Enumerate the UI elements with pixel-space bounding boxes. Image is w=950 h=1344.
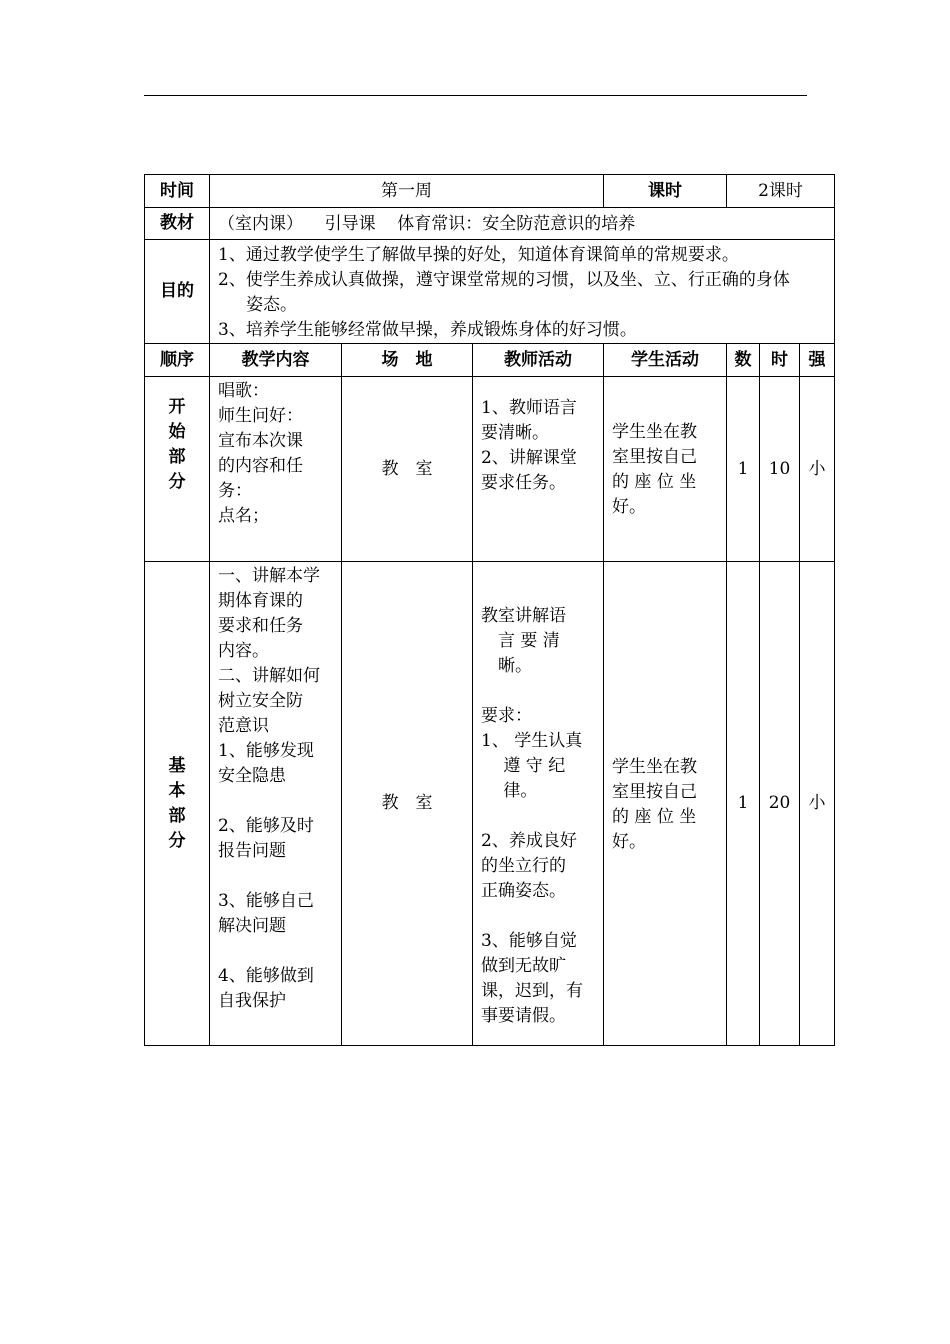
lesson-plan-table (144, 174, 835, 1046)
goal-label: 目的 (145, 240, 210, 344)
section-label-text: 开始部分 (168, 397, 186, 492)
section-label-text: 基本部分 (168, 755, 186, 851)
teacher-cell: 教室讲解语 言 要 清 晰。 要求： 1、 学生认真 遵 守 纪 律。 2、养成良好 的坐立行的 正确姿态。 3、能够自觉 做到无故旷 课，迟到，有 事要请假。 (473, 562, 604, 1046)
intensity-cell: 小 (800, 377, 835, 562)
hours-value: 2课时 (727, 175, 835, 208)
section-label (145, 562, 210, 1046)
header-rule (144, 95, 807, 96)
section-label (145, 377, 210, 562)
col-header-intensity: 强 (800, 344, 835, 377)
time-cell: 10 (760, 377, 800, 562)
goal-item: 3、培养学生能够经常做早操，养成锻炼身体的好习惯。 (218, 319, 637, 340)
time-row (145, 175, 835, 208)
student-cell: 学生坐在教 室里按自己 的 座 位 坐 好。 (604, 562, 727, 1046)
table-row (145, 562, 835, 1046)
goal-item: 姿态。 (246, 294, 297, 315)
column-header-row (145, 344, 835, 377)
time-cell: 20 (760, 562, 800, 1046)
col-header-content: 教学内容 (210, 344, 342, 377)
venue-cell: 教 室 (342, 377, 473, 562)
goal-list (210, 240, 835, 344)
col-header-venue: 场 地 (342, 344, 473, 377)
intensity-cell: 小 (800, 562, 835, 1046)
content-cell: 一、讲解本学 期体育课的 要求和任务 内容。 二、讲解如何 树立安全防 范意识 1、能够发现 安全隐患 2、能够及时 报告问题 3、能够自己 解决问题 4、能够做到 自我保护 (210, 562, 342, 1046)
material-row (145, 208, 835, 240)
hours-label: 课时 (604, 175, 727, 208)
goal-item: 2、使学生养成认真做操，遵守课堂常规的习惯，以及坐、立、行正确的身体 (218, 269, 790, 290)
col-header-order: 顺序 (145, 344, 210, 377)
goal-row (145, 240, 835, 344)
material-label: 教材 (145, 208, 210, 240)
teacher-cell: 1、教师语言 要清晰。 2、讲解课堂 要求任务。 (473, 377, 604, 562)
col-header-count: 数 (727, 344, 760, 377)
student-cell: 学生坐在教 室里按自己 的 座 位 坐 好。 (604, 377, 727, 562)
table-row (145, 377, 835, 562)
col-header-teacher: 教师活动 (473, 344, 604, 377)
count-cell: 1 (727, 562, 760, 1046)
content-cell: 唱歌： 师生问好： 宣布本次课 的内容和任 务： 点名； (210, 377, 342, 562)
venue-cell: 教 室 (342, 562, 473, 1046)
count-cell: 1 (727, 377, 760, 562)
col-header-time: 时 (760, 344, 800, 377)
goal-item: 1、通过教学使学生了解做早操的好处，知道体育课简单的常规要求。 (218, 244, 739, 265)
col-header-student: 学生活动 (604, 344, 727, 377)
time-label: 时间 (145, 175, 210, 208)
time-value: 第一周 (210, 175, 604, 208)
material-value: （室内课） 引导课 体育常识：安全防范意识的培养 (210, 208, 835, 240)
